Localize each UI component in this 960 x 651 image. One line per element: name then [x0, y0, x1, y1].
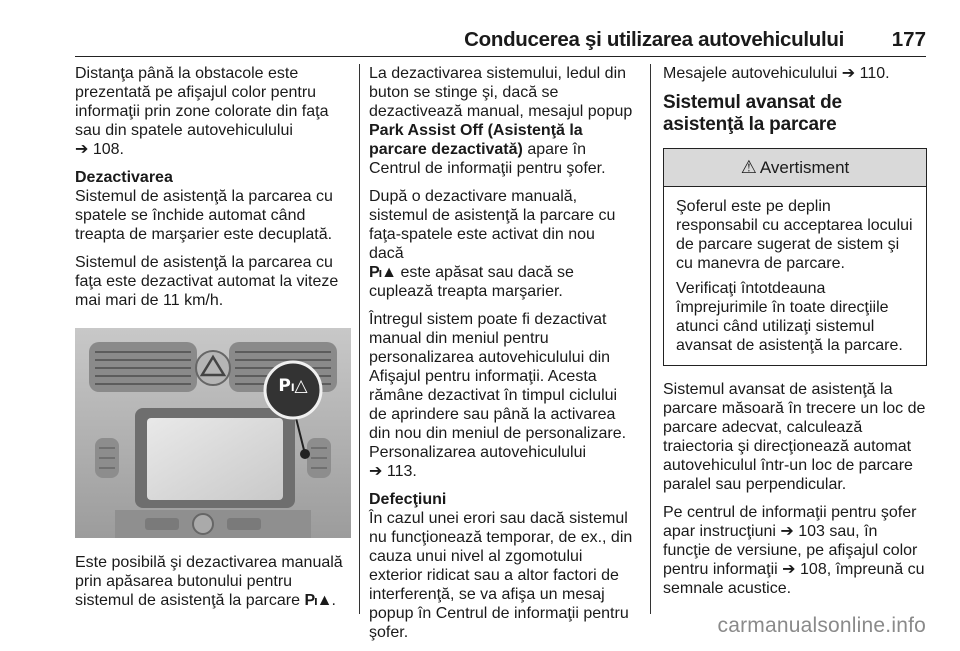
column-2: [369, 64, 633, 651]
page-reference: ➔ 113.: [369, 463, 417, 480]
chapter-title: Conducerea şi utilizarea autovehiculului: [464, 28, 844, 51]
watermark: carmanualsonline.info: [717, 614, 926, 637]
warning-title: Avertisment: [759, 158, 850, 177]
park-assist-symbol: Pₗ▲: [304, 592, 332, 609]
paragraph: După o dezactivare manuală, sistemul de asistenţă la parcare cu faţa-spatele este activat din nou dacă Pₗ▲ este apăsat sau dacă se cuplează treapta marşarier.: [369, 188, 616, 300]
warning-text: Şoferul este pe deplin responsabil cu acceptarea locului de parcare sugerat de sistem şi cu manevra de parcare.: [676, 198, 913, 272]
dashboard-image: [75, 328, 351, 538]
paragraph: Sistemul avansat de asistenţă la parcare măsoară în trecere un loc de parcare adecvat, calculează traiectoria şi direcţionează automat autovehiculul într-un loc de parcare paralel sau perpendicular.: [663, 381, 926, 493]
paragraph: Întregul sistem poate fi dezactivat manual din meniul pentru personalizarea autovehiculului din Afişajul pentru informaţii. Acesta rămâne dezactivat în timpul ciclului de aprindere sau până la activarea din nou din meniul de personalizare. Personalizarea autovehiculului ➔ 113.: [369, 311, 627, 480]
warning-header: [664, 149, 926, 187]
column-3: [663, 64, 927, 607]
section-heading: Dezactivarea: [75, 169, 173, 186]
warning-icon: ⚠: [740, 157, 757, 177]
paragraph: Mesajele autovehiculului ➔ 110.: [663, 65, 890, 82]
page-reference: ➔ 108.: [75, 141, 124, 158]
column-1: [75, 64, 351, 619]
paragraph: La dezactivarea sistemului, ledul din buton se stinge şi, dacă se dezactivează manual, mesajul popup Park Assist Off (Asistenţă la parcare dezactivată) apare în Centrul de informaţii pentru şofer.: [369, 65, 633, 177]
paragraph: Sistemul de asistenţă la parcarea cu faţa este dezactivat automat la viteze mai mari de 11 km/h.: [75, 254, 339, 309]
warning-text: Verificaţi întotdeauna împrejurimile în toate direcţiile atunci când utilizaţi sistemul avansat de asistenţă la parcare.: [676, 280, 903, 354]
section-heading: Defecţiuni: [369, 491, 447, 508]
paragraph: Este posibilă şi dezactivarea manuală prin apăsarea butonului pentru sistemul de asistenţă la parcare Pₗ▲.: [75, 554, 343, 609]
park-assist-symbol: Pₗ▲: [369, 264, 397, 281]
column-divider: [650, 64, 651, 614]
park-assist-button-label: Pₗ△: [278, 376, 308, 396]
column-divider: [359, 64, 360, 614]
section-heading: Sistemul avansat de asistenţă la parcare: [663, 92, 842, 135]
paragraph: Distanţa până la obstacole este prezentată pe afişajul color pentru informaţii prin zone colorate din faţa sau din spatele autovehiculului ➔ 108.: [75, 65, 329, 158]
page-number: 177: [891, 28, 926, 51]
paragraph: Sistemul de asistenţă la parcarea cu spatele se închide automat când treapta de marşarier este decuplată.: [75, 188, 333, 243]
paragraph: În cazul unei erori sau dacă sistemul nu funcţionează temporar, de ex., din cauza unui nivel al zgomotului exterior ridicat sau a altor factori de interferenţă, se va afişa un mesaj popup în Centrul de informaţii pentru şofer.: [369, 510, 633, 641]
paragraph: Pe centrul de informaţii pentru şofer apar instrucţiuni ➔ 103 sau, în funcţie de versiune, pe afişajul color pentru informaţii ➔ 108, împreună cu semnale acustice.: [663, 504, 925, 597]
popup-message-name: Park Assist Off (Asistenţă la parcare dezactivată): [369, 122, 583, 158]
warning-box: [663, 148, 927, 366]
warning-body: [664, 187, 926, 365]
page-header: [75, 26, 926, 57]
dashboard-illustration: [75, 328, 351, 538]
